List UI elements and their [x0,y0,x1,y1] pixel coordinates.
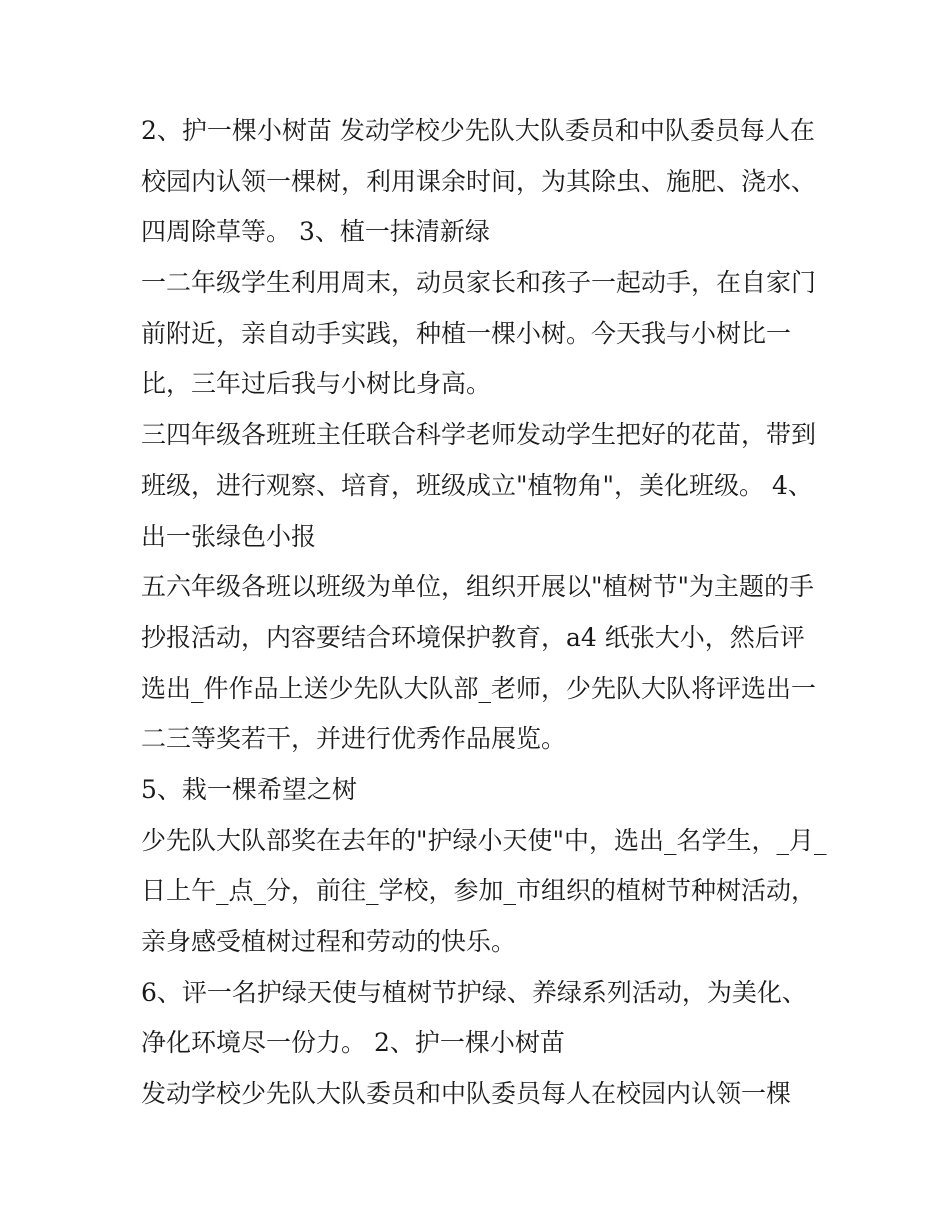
text-line: 二三等奖若干，并进行优秀作品展览。 [141,724,567,754]
text-line: 抄报活动，内容要结合环境保护教育，a4 纸张大小，然后评 [141,622,805,652]
text-line: 5、栽一棵希望之树 [141,774,357,804]
text-line: 亲身感受植树过程和劳动的快乐。 [141,927,517,956]
text-line: 2、护一棵小树苗 发动学校少先队大队委员和中队委员每人在 [141,116,815,145]
text-line: 选出_件作品上送少先队大队部_老师，少先队大队将评选出一 [141,673,817,703]
text-line: 6、评一名护绿天使与植树节护绿、养绿系列活动，为美化、 [141,977,807,1007]
document-page [141,106,831,1120]
text-line: 校园内认领一棵树，利用课余时间，为其除虫、施肥、浇水、 [141,166,817,196]
text-line: 班级，进行观察、培育，班级成立"植物角"，美化班级。 4、 [141,470,813,500]
text-line: 三四年级各班班主任联合科学老师发动学生把好的花苗，带到 [141,420,817,450]
text-line: 比，三年过后我与小树比身高。 [141,369,492,399]
text-line: 四周除草等。 3、植一抹清新绿 [141,217,490,247]
text-line: 五六年级各班以班级为单位，组织开展以"植树节"为主题的手 [141,572,815,602]
text-line: 前附近，亲自动手实践，种植一棵小树。今天我与小树比一 [141,318,792,348]
text-line: 日上午_点_分，前往_学校，参加_市组织的植树节种树活动， [141,876,817,906]
text-line: 少先队大队部奖在去年的"护绿小天使"中，选出_名学生，_月_ [141,825,827,855]
text-line: 一二年级学生利用周末，动员家长和孩子一起动手，在自家门 [141,268,817,298]
text-line: 发动学校少先队大队委员和中队委员每人在校园内认领一棵 [141,1079,792,1109]
text-line: 净化环境尽一份力。 2、护一棵小树苗 [141,1028,565,1058]
text-line: 出一张绿色小报 [141,521,317,551]
